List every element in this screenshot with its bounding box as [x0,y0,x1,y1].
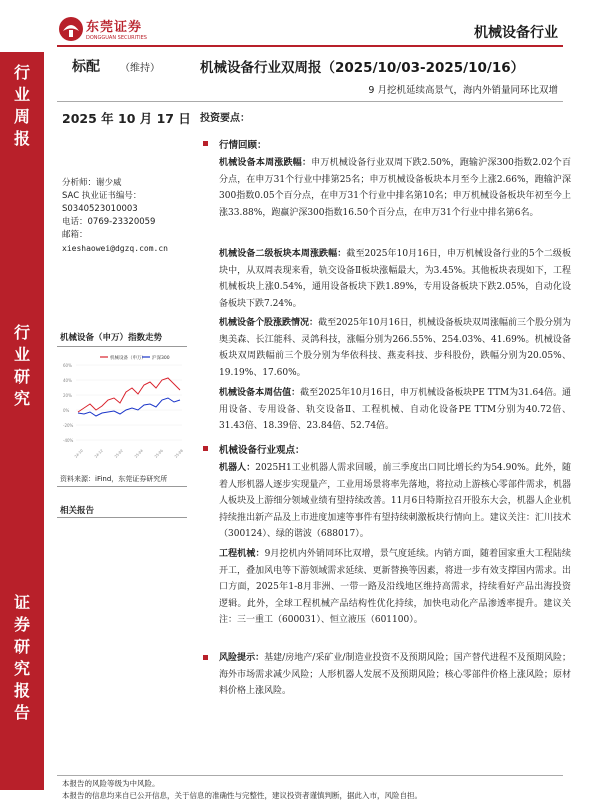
section-view: 机械设备行业观点： [219,445,305,456]
svg-text:40%: 40% [63,378,72,383]
report-subtitle: 9 月挖机延续高景气，海内外销量同环比双增 [368,85,558,96]
rating-label: 标配 [72,59,100,75]
bullet-icon [203,446,208,451]
chart-legend [100,354,170,361]
analyst-name: 分析师：谢少威 [62,178,122,188]
title-divider [57,101,563,102]
analyst-sac: SAC 执业证书编号： [62,191,142,201]
sidebar [0,52,44,790]
svg-text:-40%: -40% [63,438,74,443]
svg-text:25-08: 25-08 [173,448,184,459]
analyst-email[interactable]: xieshaowei@dgzq.com.cn [62,244,168,253]
svg-text:60%: 60% [63,363,72,368]
paragraph-valuation: 机械设备本周估值：截至2025年10月16日，申万机械设备板块PE TTM为31.64倍。通用设备、专用设备、轨交设备Ⅱ、工程机械、自动化设备PE TTM分别为40.72倍、31.43倍、18.39倍、23.84倍、52.74倍。 [219,388,571,432]
svg-text:25-06: 25-06 [153,448,164,459]
paragraph-construction-machinery: 工程机械：9月挖机内外销同环比双增，景气度延续。内销方面，随着国家重大工程陆续开工，叠加风电等下游领域需求延续、更新替换等因素，将进一步有效支撑国内需求。出口方面，2025年1-8月非洲、一带一路及沿线地区维持高需求，持续看好产品出海投资逻辑。此外，全球工程机械产品结构性优化持续，加快电动化产品渗透率提升。建议关注：三一重工（600031）、恒立液压（601100）。 [219,549,571,626]
analyst-sac-no: S0340523010003 [62,204,138,214]
logo-mark-icon [58,16,84,42]
sidebar-label-research: 行 业 研 究 [13,323,30,408]
report-date: 2025 年 10 月 17 日 [62,111,191,126]
logo-text-cn: 东莞证券 [86,20,143,35]
chart-divider [57,346,187,347]
chart-title: 机械设备（申万）指数走势 [60,333,163,343]
industry-label: 机械设备行业 [474,25,558,41]
chart-source: 资料来源：iFind，东莞证券研究所 [60,475,168,483]
svg-text:25-02: 25-02 [113,448,124,459]
paragraph-subsector-change: 机械设备二级板块本周涨跌幅：截至2025年10月16日，申万机械设备行业的5个二级板块中，从双周表现来看，轨交设备Ⅱ板块涨幅最大，为3.45%。其他板块表现如下，工程机械板块上涨0.54%，通用设备板块下跌1.89%，专用设备板块下跌2.05%，自动化设备板块下跌7.24%。 [219,249,571,309]
sidebar-label-securities-report: 证 券 研 究 报 告 [13,593,30,722]
invest-points-label: 投资要点： [200,113,250,124]
svg-text:20%: 20% [63,393,72,398]
index-trend-chart [62,350,186,468]
analyst-info [62,177,168,255]
rating-sub: （维持） [120,63,160,74]
bullet-icon [203,655,208,660]
logo-text-en: DONGGUAN SECURITIES [86,35,147,41]
svg-text:25-04: 25-04 [133,448,144,459]
svg-text:-20%: -20% [63,423,74,428]
analyst-email-label: 邮箱： [62,230,88,240]
related-reports-title: 相关报告 [60,506,95,516]
related-reports-divider [57,517,187,518]
footer-divider [57,775,563,776]
paragraph-risk: 风险提示：基建/房地产/采矿业/制造业投资不及预期风险；国产替代进程不及预期风险；海外市场需求减少风险；人形机器人发展不及预期风险；核心零部件价格上涨风险；原材料价格上涨风险。 [219,653,571,697]
footer-disclaimer: 本报告的信息均来自已公开信息，关于信息的准确性与完整性，建议投资者谨慎判断，据此入市，风险自担。 [62,791,422,800]
svg-text:0%: 0% [63,408,70,413]
analyst-phone: 电话：0769-23320059 [62,217,156,227]
svg-text:24-10: 24-10 [73,448,84,459]
legend-machinery: 机械设备（申万） [110,356,146,361]
chart-bottom-divider [57,486,187,487]
footer-risk-level: 本报告的风险等级为中风险。 [62,779,160,788]
svg-text:24-12: 24-12 [93,448,104,459]
header-divider [57,45,563,47]
paragraph-stock-change: 机械设备个股涨跌情况：截至2025年10月16日，机械设备板块双周涨幅前三个股分别为奥美森、长江能科、灵鸽科技，涨幅分别为266.55%、254.03%、41.69%。机械设备板块双周跌幅前三个股分别为华依科技、燕麦科技、步科股份，跌幅分别为20.05%、19.19%、17.60%。 [219,318,571,378]
sidebar-label-weekly: 行 业 周 报 [13,63,30,148]
report-title: 机械设备行业双周报（2025/10/03-2025/10/16） [200,60,525,76]
paragraph-robots: 机器人：2025H1工业机器人需求回暖，前三季度出口同比增长约为54.90%。此外，随着人形机器人逐步实现量产，工业用场景将率先落地，将拉动上游核心零部件需求，机器人板块及上游细分领域业绩有望持续改善。11月6日特斯拉召开股东大会，机器人企业机持续推出新产品及上市进度加速等事件有望持续刺激板块行情向上。建议关注：汇川技术（300124）、绿的谐波（688017）。 [219,463,571,540]
section-review: 行情回顾： [219,140,267,151]
legend-hs300: 沪深300 [152,356,170,361]
bullet-icon [203,141,208,146]
paragraph-weekly-change: 机械设备本周涨跌幅：申万机械设备行业双周下跌2.50%，跑输沪深300指数2.02个百分点，在申万31个行业中排第25名；申万机械设备板块本月至今上涨2.66%，跑输沪深300指数0.05个百分点，在申万31个行业中排名第10名；申万机械设备板块年初至今上涨33.88%，跑赢沪深300指数16.50个百分点，在申万31个行业中排名第6名。 [219,158,571,218]
